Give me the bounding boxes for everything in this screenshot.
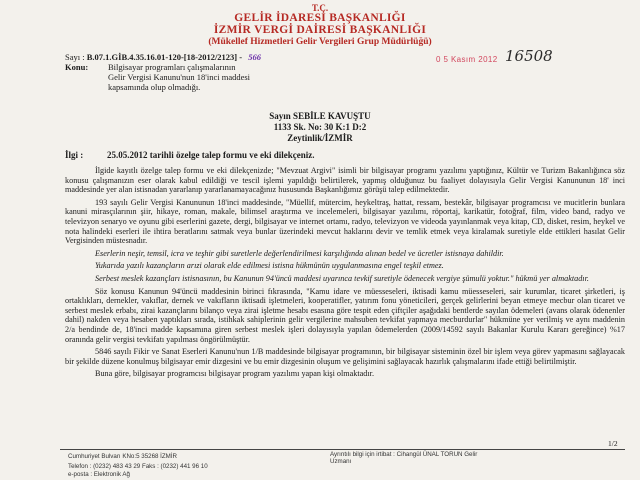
ilgi-text: 25.05.2012 tarihli özelge talep formu ve eki dilekçeniz. bbox=[107, 150, 315, 160]
header-title-1: GELİR İDARESİ BAŞKANLIĞI bbox=[234, 12, 406, 24]
paragraph: İlgide kayıtlı özelge talep formu ve eki dilekçenizde; "Mevzuat Argivi" isimli bir bilgisayar programı yazılımı yaptığınız, Kültür ve Turizm Bakanlığınca söz konusu çalışmanızın eser olarak kabul edildiği ve tescil işlemi yapıldığı belirtilerek, yapmış olduğunuz bu faaliyet dolayısıyla Gelir Vergisi Kanununun 18' inci maddesinde yer alan istisnadan yararlanıp yararlanamayacağınız hususunda Başkanlığımız görüşü talep edilmektedir. bbox=[65, 166, 625, 195]
sayi-handwritten: 566 bbox=[248, 52, 261, 62]
date-stamp: 0 5 Kasım 2012 bbox=[436, 55, 498, 64]
footer-divider bbox=[60, 449, 625, 450]
footer-contact-title: Uzmanı bbox=[330, 458, 352, 465]
reference-number bbox=[65, 52, 261, 62]
handwritten-number: 16508 bbox=[505, 47, 553, 65]
header-tc: T.C. bbox=[311, 3, 329, 13]
header-title-2: İZMİR VERGİ DAİRESİ BAŞKANLIĞI bbox=[213, 24, 427, 36]
footer-contact: Ayrıntılı bilgi için irtibat : Cihangül ÜNAL TORUN Gelir bbox=[330, 451, 478, 458]
letter-body bbox=[65, 166, 625, 382]
subject-line-1: Bilgisayar programları çalışmalarının bbox=[108, 62, 236, 72]
ilgi-section bbox=[65, 150, 315, 160]
subject-line-2: Gelir Vergisi Kanunu'nun 18'inci maddesi bbox=[108, 72, 251, 82]
paragraph: Buna göre, bilgisayar programcısı bilgisayar program yazılımı yapan kişi olmaktadır. bbox=[95, 369, 374, 379]
sayi-label: Sayı : bbox=[65, 52, 85, 62]
footer-phone: Telefon : (0232) 483 43 29 Faks : (0232) 441 96 10 bbox=[68, 463, 208, 470]
paragraph: Söz konusu Kanunun 94'üncü maddesinin birinci fıkrasında, "Kamu idare ve müesseseleri, iktisadi kamu müesseseleri, sair kurumlar, ticaret şirketleri, iş ortaklıkları, dernekler, vakıflar, dernek ve vakıfların iktisadi işletmeleri, kooperatifler, yatırım fonu yöneticileri, gerçek gelirlerini beyan etmeye mecbur olan ticaret ve serbest meslek erbabı, zirai kazançlarını bilanço veya zirai işletme hesabı esasına göre tespit eden çiftçiler aşağıdaki bentlerde sayılan ödemeleri (avans olarak ödenenler dahil) nakden veya hesaben yaptıkları sırada, istihkak sahiplerinin gelir vergilerine mahsuben tevkifat yapmaya mecburdurlar" hükmüne yer verilmiş ve aynı maddenin 2/a bendinde de, 18'inci madde kapsamına giren serbest meslek işleri dolayısıyla yapılan ödemelerden (2009/14592 sayılı Bakanlar Kurulu Kararı gereğince) %17 oranında gelir vergisi tevkifatı yapılması öngörülmüştür. bbox=[65, 286, 625, 344]
paragraph: Serbest meslek kazançları istisnasının, bu Kanunun 94'üncü maddesi uyarınca tevkif suretiyle ödenecek vergiye şümulü yoktur." hükmü yer almaktadır. bbox=[95, 273, 589, 283]
paragraph: 5846 sayılı Fikir ve Sanat Eserleri Kanunu'nun 1/B maddesinde bilgisayar programının, bir bilgisayar sisteminin özel bir işlem veya görev yapmasını sağlayacak bir şekilde düzene konulmuş bilgisayar emir dizgesini ve bu emir dizgesinin oluşum ve gelişimini sağlayacak hazırlık çalışmalarını ifade ettiği belirtilmiştir. bbox=[65, 347, 625, 366]
ilgi-label: İlgi : bbox=[65, 150, 84, 160]
page-number: 1/2 bbox=[608, 439, 618, 448]
paragraph: 193 sayılı Gelir Vergisi Kanununun 18'inci maddesinde, "Müellif, mütercim, heykeltraş, hattat, ressam, bestekâr, bilgisayar programcısı ve mucitlerin bunlara kanuni mirasçılarının şiir, hikaye, roman, makale, bilimsel araştırma ve incelemeleri, bilgisayar yazılımı, röportaj, karikatür, fotoğraf, film, video band, radyo ve televizyon senaryo ve oyunu gibi eserlerini gazete, dergi, bilgisayar ve internet ortamı, radyo, televizyon ve videoda yayınlanmak veya kitap, CD, disket, resim, heykel ve nota halindeki eserleri ile ihtira beratlarını satmak veya bunlar üzerindeki mevcut haklarını devir ve temlik etmek veya kiralamak suretiyle elde ettikleri hasılat Gelir Vergisinden müstesnadır. bbox=[65, 197, 625, 246]
subject-label: Konu: bbox=[65, 62, 89, 72]
footer-address: Cumhuriyet Bulvarı KNo:5 35268 İZMİR bbox=[68, 453, 178, 460]
recipient-street: 1133 Sk. No: 30 K:1 D:2 bbox=[273, 122, 367, 132]
header-subtitle: (Mükellef Hizmetleri Gelir Vergileri Grup Müdürlüğü) bbox=[208, 37, 432, 47]
paragraph: Yukarıda yazılı kazançların arızi olarak elde edilmesi istisna hükmünün uygulanmasına engel teşkil etmez. bbox=[95, 261, 444, 271]
paragraph: Eserlerin neşir, temsil, icra ve teşhir gibi suretlerle değerlendirilmesi karşılığında alınan bedel ve ücretler istisnaya dahildir. bbox=[95, 248, 504, 258]
subject-line-3: kapsamında olup olmadığı. bbox=[108, 82, 201, 92]
sayi-ref: B.07.1.GİB.4.35.16.01-120-[18-2012/2123] - bbox=[86, 52, 243, 62]
recipient-name: Sayın SEBİLE KAVUŞTU bbox=[269, 111, 371, 121]
footer-email: e-posta : Elektronik Ağ bbox=[68, 471, 130, 478]
recipient-city: Zeytinlik/İZMİR bbox=[287, 133, 353, 143]
